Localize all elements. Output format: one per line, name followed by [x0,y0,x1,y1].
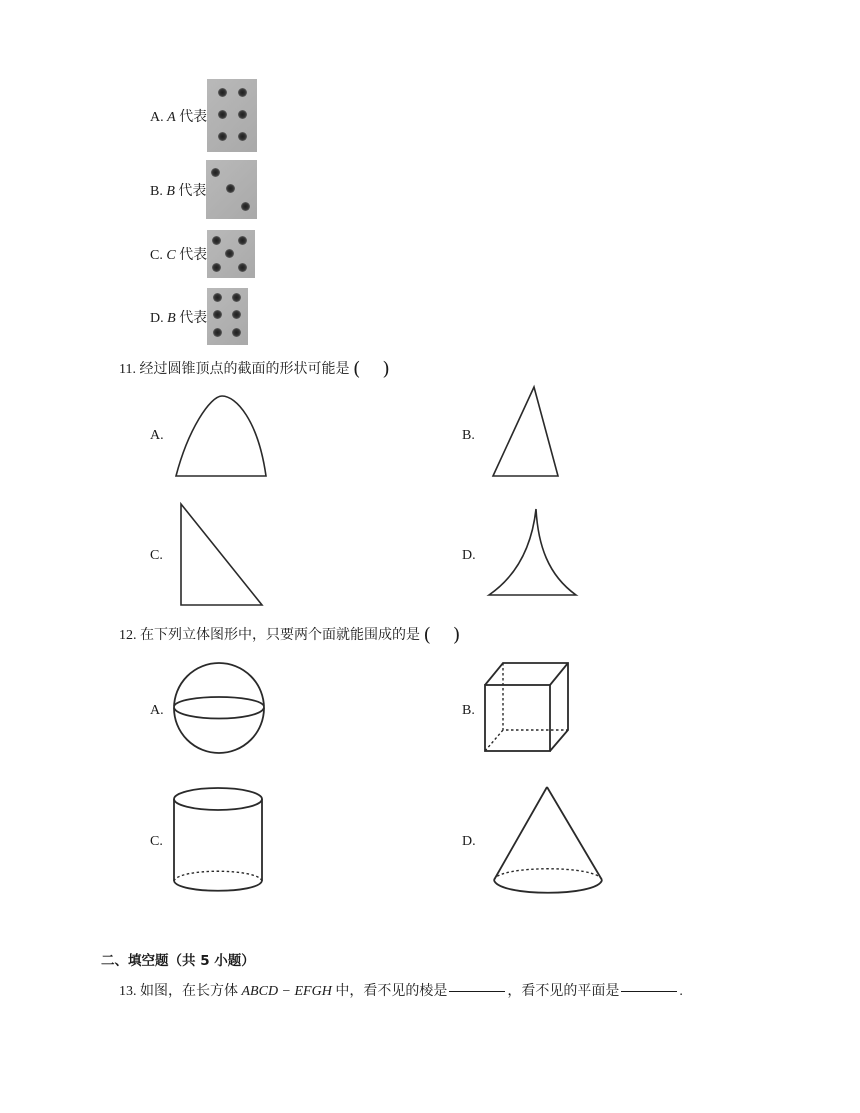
dice-six-image [207,79,257,152]
cube-figure [480,658,572,756]
option-label: B. B 代表 [150,183,207,199]
right-triangle-shape-figure [176,500,268,610]
answer-blank-2[interactable] [621,991,677,992]
dice-five-image [207,230,255,278]
q10-option-c[interactable] [150,230,255,278]
q11-option-a-label[interactable]: A. [150,428,164,443]
q11-option-d-label[interactable]: D. [462,548,476,563]
dice-six-image [207,288,248,345]
option-label: A. A 代表 [150,109,208,125]
triangle-shape-figure [488,383,566,479]
q12-option-b-label[interactable]: B. [462,703,475,718]
question-12: 12. 在下列立体图形中，只要两个面就能围成的是 ( ) [119,624,461,646]
q11-option-b-label[interactable]: B. [462,428,475,443]
q12-option-c-label[interactable]: C. [150,834,163,849]
question-11: 11. 经过圆锥顶点的截面的形状可能是 ( ) [119,358,390,380]
q10-option-a[interactable] [150,79,257,152]
option-label: D. B 代表 [150,310,208,326]
q12-option-a-label[interactable]: A. [150,703,164,718]
q10-option-d[interactable] [150,288,248,345]
cylinder-figure [170,784,270,896]
q10-option-b[interactable] [150,160,257,219]
q12-option-d-label[interactable]: D. [462,834,476,849]
answer-blank-1[interactable] [449,991,505,992]
section-title: 二、填空题（共 5 小题） [101,953,255,969]
parabola-shape-figure [170,390,270,482]
sphere-figure [170,662,270,754]
q11-option-c-label[interactable]: C. [150,548,163,563]
question-13: 13. 如图，在长方体 ABCD − EFGH 中，看不见的棱是 ，看不见的平面是 . [119,984,683,999]
curved-triangle-shape-figure [484,505,582,600]
cone-figure [490,783,608,898]
dice-three-image [206,160,257,219]
option-label: C. C 代表 [150,248,208,263]
